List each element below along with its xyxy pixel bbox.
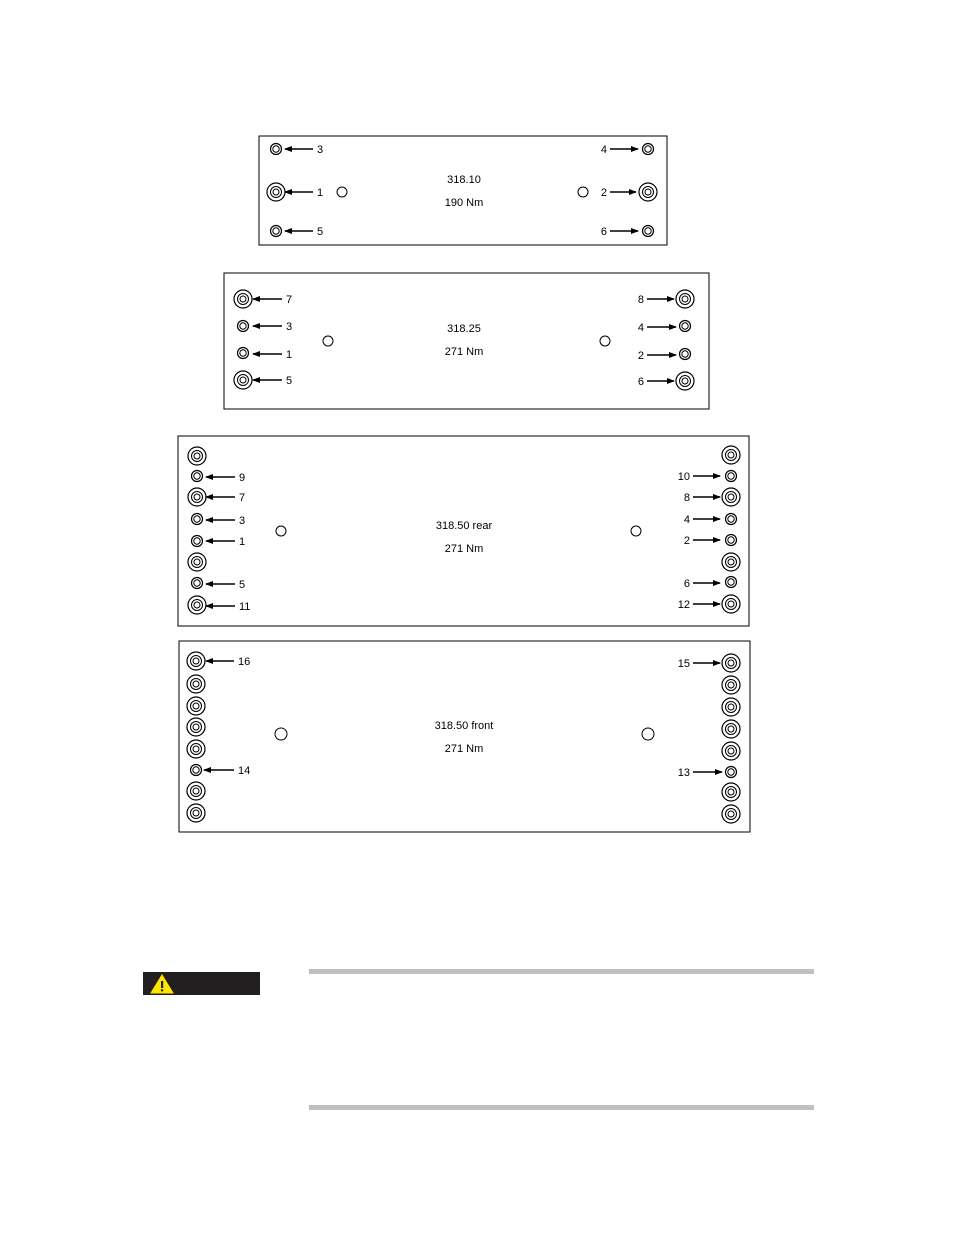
sequence-number: 7 [286,294,293,306]
sequence-number: 12 [677,599,690,611]
bolt-hole [722,742,740,760]
bolt-hole [722,720,740,738]
sequence-number: 16 [238,656,251,668]
sequence-number: 2 [600,187,607,199]
bolt-hole [722,446,740,464]
sequence-number: 3 [286,321,293,333]
bolt-hole [187,675,205,693]
sequence-number: 8 [683,492,690,504]
locating-pin [642,728,654,740]
bolt-hole [187,652,205,670]
plate-318-50-rear [178,436,749,626]
caution-bottom-rule [309,1105,814,1110]
sequence-number: 15 [677,658,690,670]
locating-pin [337,187,347,197]
sequence-number: 2 [683,535,690,547]
bolt-hole [722,654,740,672]
sequence-number: 4 [637,322,644,334]
bolt-hole [271,144,282,155]
sequence-number: 5 [286,375,293,387]
sequence-number: 1 [317,187,324,199]
sequence-number: 5 [239,579,246,591]
plate-torque-label: 271 Nm [444,346,484,358]
plate-outline [224,273,709,409]
sequence-number: 9 [239,472,246,484]
bolt-hole [187,804,205,822]
bolt-hole [234,290,252,308]
bolt-hole [722,805,740,823]
bolt-hole [267,183,285,201]
bolt-hole [188,488,206,506]
locating-pin [275,728,287,740]
sequence-number: 11 [239,601,251,613]
plate-torque-label: 190 Nm [444,197,484,209]
bolt-hole [188,596,206,614]
plate-model-label: 318.25 [447,323,481,335]
plate-torque-label: 271 Nm [444,743,484,755]
sequence-number: 2 [637,350,644,362]
sequence-number: 10 [677,471,690,483]
bolt-hole [722,783,740,801]
bolt-hole [234,371,252,389]
bolt-hole [722,553,740,571]
bolt-hole [726,514,737,525]
bolt-hole [192,471,203,482]
sequence-number: 4 [683,514,690,526]
bolt-hole [726,471,737,482]
sequence-number: 5 [317,226,324,238]
sequence-number: 6 [683,578,690,590]
locating-pin [600,336,610,346]
bolt-hole [643,144,654,155]
sequence-number: 1 [286,349,293,361]
sequence-number: 1 [239,536,246,548]
locating-pin [276,526,286,536]
sequence-number: 7 [239,492,246,504]
bolt-hole [726,767,737,778]
bolt-hole [188,553,206,571]
sequence-number: 3 [317,144,324,156]
sequence-number: 3 [239,515,246,527]
bolt-hole [271,226,282,237]
bolt-hole [726,535,737,546]
locating-pin [323,336,333,346]
bolt-hole [722,488,740,506]
bolt-hole [192,578,203,589]
sequence-number: 8 [637,294,644,306]
locating-pin [578,187,588,197]
plate-318-50-front [179,641,750,832]
bolt-hole [639,183,657,201]
bolt-hole [680,349,691,360]
locating-pin [631,526,641,536]
bolt-hole [191,765,202,776]
caution-top-rule [309,969,814,974]
sequence-number: 14 [238,765,251,777]
sequence-number: 6 [600,226,607,238]
bolt-hole [722,676,740,694]
bolt-hole [187,697,205,715]
bolt-hole [676,372,694,390]
bolt-hole [188,447,206,465]
bolt-hole [192,536,203,547]
caution-badge [143,972,260,995]
bolt-hole [722,698,740,716]
bolt-hole [238,321,249,332]
warning-triangle-icon [147,973,177,995]
sequence-number: 13 [677,767,690,779]
bolt-hole [722,595,740,613]
bolt-hole [187,782,205,800]
bolt-hole [676,290,694,308]
plate-torque-label: 271 Nm [444,543,484,555]
bolt-hole [187,740,205,758]
bolt-hole [726,577,737,588]
bolt-hole [238,348,249,359]
bolt-hole [192,514,203,525]
plate-model-label: 318.50 front [434,720,494,732]
bolt-hole [187,718,205,736]
sequence-number: 6 [637,376,644,388]
plate-model-label: 318.50 rear [435,520,493,532]
sequence-number: 4 [600,144,607,156]
plate-outline [179,641,750,832]
bolt-hole [643,226,654,237]
plate-318-10 [259,136,667,245]
plate-model-label: 318.10 [447,174,481,186]
bolt-hole [680,321,691,332]
plate-318-25 [224,273,709,409]
